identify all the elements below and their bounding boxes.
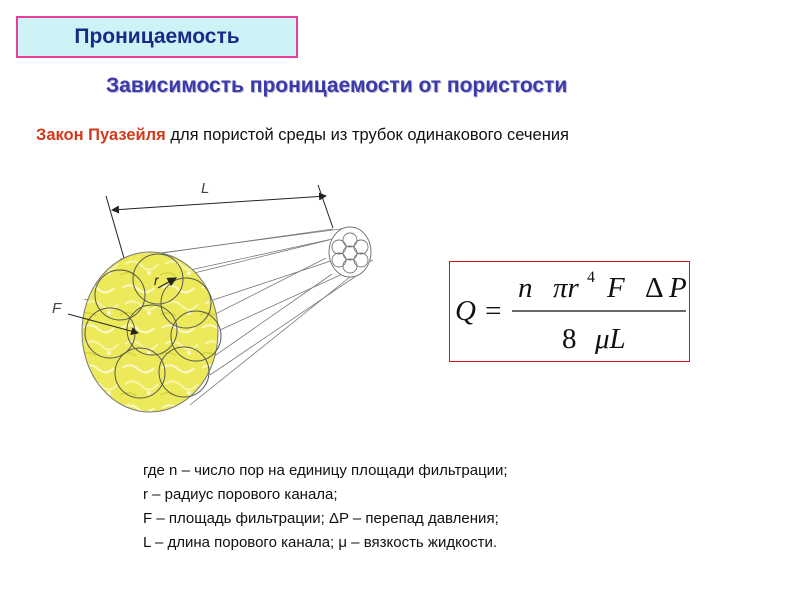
formula-box	[449, 261, 690, 362]
far-end-bundle	[329, 227, 371, 277]
formula-eight: 8	[562, 323, 577, 355]
dimension-extension-left	[106, 196, 124, 258]
radius-label: r	[154, 272, 159, 288]
near-end-bundle	[82, 252, 221, 412]
formula-exponent: 4	[587, 269, 595, 286]
formula-n: n	[518, 272, 533, 304]
section-subtitle: Зависимость проницаемости от пористости	[106, 74, 568, 97]
formula-lhs: Q =	[455, 295, 503, 327]
poiseuille-formula	[450, 262, 689, 361]
area-label: F	[52, 300, 62, 317]
formula-P: P	[669, 272, 687, 304]
title-box	[16, 16, 298, 58]
formula-mu-L: μL	[595, 323, 626, 355]
legend-line-r: r – радиус порового канала;	[143, 486, 338, 503]
formula-pi-r: πr	[553, 272, 579, 304]
law-line	[36, 126, 569, 145]
capillary-bundle-diagram	[0, 160, 420, 430]
length-dimension-arrow	[112, 196, 326, 210]
legend-line-L: L – длина порового канала; μ – вязкость жидкости.	[143, 534, 498, 551]
law-name: Закон Пуазейля	[36, 126, 166, 144]
formula-F: F	[607, 272, 625, 304]
law-description: для пористой среды из трубок одинакового сечения	[165, 126, 569, 144]
length-label: L	[201, 180, 210, 197]
formula-delta: Δ	[645, 272, 664, 304]
variables-legend	[143, 459, 508, 555]
legend-line-n: где n – число пор на единицу площади фильтрации;	[143, 462, 508, 479]
page-title: Проницаемость	[74, 25, 240, 48]
legend-line-F: F – площадь фильтрации; ΔP – перепад давления;	[143, 510, 499, 527]
dimension-extension-right	[318, 185, 333, 228]
